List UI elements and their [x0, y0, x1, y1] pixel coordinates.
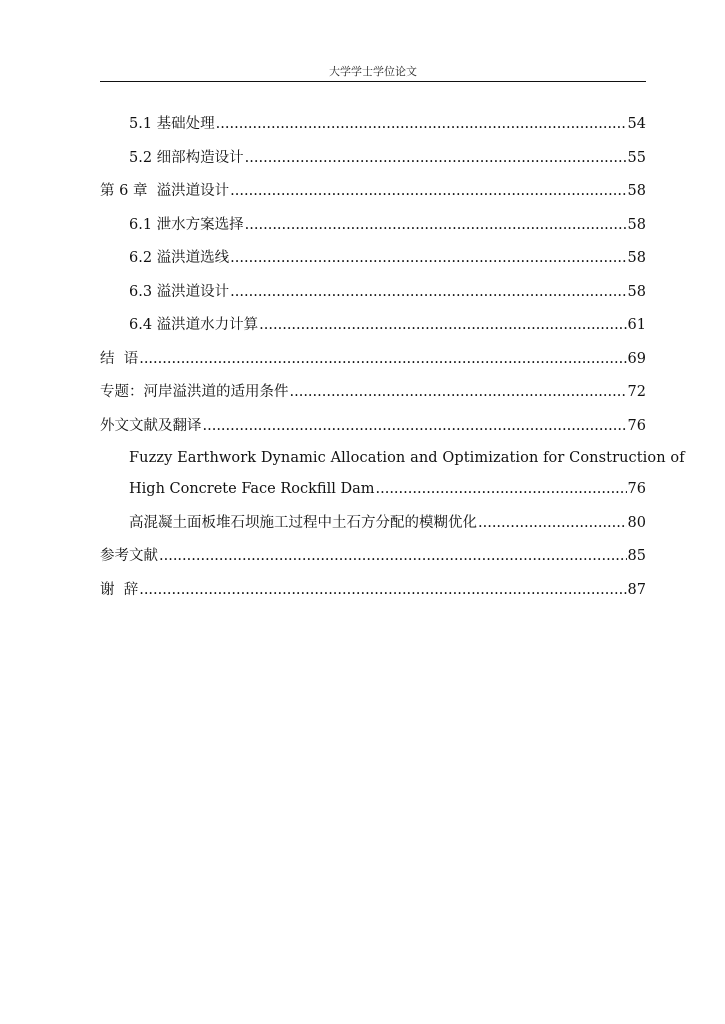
- toc-entry-page: 58: [627, 250, 646, 266]
- toc-entry-6-1[interactable]: [100, 209, 646, 243]
- toc-entry-page: 55: [627, 149, 646, 166]
- dot-leader: [245, 142, 627, 176]
- toc-entry-page: 87: [627, 581, 646, 598]
- running-header: 大学学士学位论文: [329, 65, 417, 78]
- toc-entry-page: 76: [627, 417, 646, 434]
- toc-entry-title: 外文文献及翻译: [100, 417, 202, 434]
- toc-entry-special-topic[interactable]: [100, 376, 646, 410]
- toc-entry-page: 58: [627, 183, 646, 199]
- toc-entry-5-1[interactable]: [100, 108, 646, 142]
- toc-entry-title: 结 语: [100, 350, 139, 367]
- toc-entry-references[interactable]: [100, 540, 646, 574]
- dot-leader: [230, 242, 626, 276]
- toc-entry-page: 76: [627, 481, 646, 497]
- toc-entry-page: 85: [627, 548, 646, 564]
- toc-entry-title: 5.2 细部构造设计: [129, 149, 244, 166]
- toc-entry-title: 谢 辞: [100, 581, 139, 598]
- dot-leader: [139, 574, 626, 608]
- dot-leader: [216, 108, 627, 142]
- dot-leader: [245, 209, 627, 243]
- toc-entry-title: 高混凝土面板堆石坝施工过程中土石方分配的模糊优化: [129, 514, 477, 531]
- header-rule: [100, 81, 646, 82]
- dot-leader: [203, 410, 627, 444]
- toc-entry-title: 6.1 泄水方案选择: [129, 216, 244, 233]
- toc-entry-english-paper[interactable]: [100, 443, 685, 507]
- toc-entry-page: 61: [627, 317, 646, 333]
- toc-entry-page: 69: [627, 350, 646, 367]
- toc-entry-title: 6.4 溢洪道水力计算: [129, 317, 259, 333]
- toc-entry-title: 6.2 溢洪道选线: [129, 250, 230, 266]
- dot-leader: [230, 276, 626, 310]
- table-of-contents: [100, 108, 685, 607]
- dot-leader: [376, 473, 627, 507]
- toc-entry-chapter-6[interactable]: [100, 175, 646, 209]
- dot-leader: [478, 507, 627, 541]
- dot-leader: [159, 540, 627, 574]
- toc-entry-title: 参考文献: [100, 548, 158, 564]
- dot-leader: [290, 376, 627, 410]
- toc-entry-page: 58: [627, 216, 646, 233]
- toc-entry-page: 72: [627, 384, 646, 400]
- toc-entry-page: 58: [627, 283, 646, 300]
- toc-entry-conclusion[interactable]: [100, 343, 646, 377]
- toc-entry-page: 80: [627, 514, 646, 531]
- toc-entry-page: 54: [627, 116, 646, 132]
- toc-entry-title-line2: High Concrete Face Rockfill Dam: [129, 481, 375, 497]
- toc-entry-title-line1: Fuzzy Earthwork Dynamic Allocation and Optimization for Construction of: [129, 450, 685, 466]
- dot-leader: [139, 343, 626, 377]
- toc-entry-6-3[interactable]: [100, 276, 646, 310]
- toc-entry-5-2[interactable]: [100, 142, 646, 176]
- toc-entry-translation[interactable]: [100, 507, 646, 541]
- toc-entry-foreign-literature[interactable]: [100, 410, 646, 444]
- toc-entry-title: 第 6 章 溢洪道设计: [100, 183, 230, 199]
- toc-entry-title: 5.1 基础处理: [129, 116, 215, 132]
- toc-entry-6-4[interactable]: [100, 309, 646, 343]
- toc-entry-6-2[interactable]: [100, 242, 646, 276]
- toc-entry-acknowledgements[interactable]: [100, 574, 646, 608]
- dot-leader: [230, 175, 626, 209]
- toc-entry-title: 6.3 溢洪道设计: [129, 283, 230, 300]
- dot-leader: [259, 309, 626, 343]
- toc-entry-title: 专题：河岸溢洪道的适用条件: [100, 384, 289, 400]
